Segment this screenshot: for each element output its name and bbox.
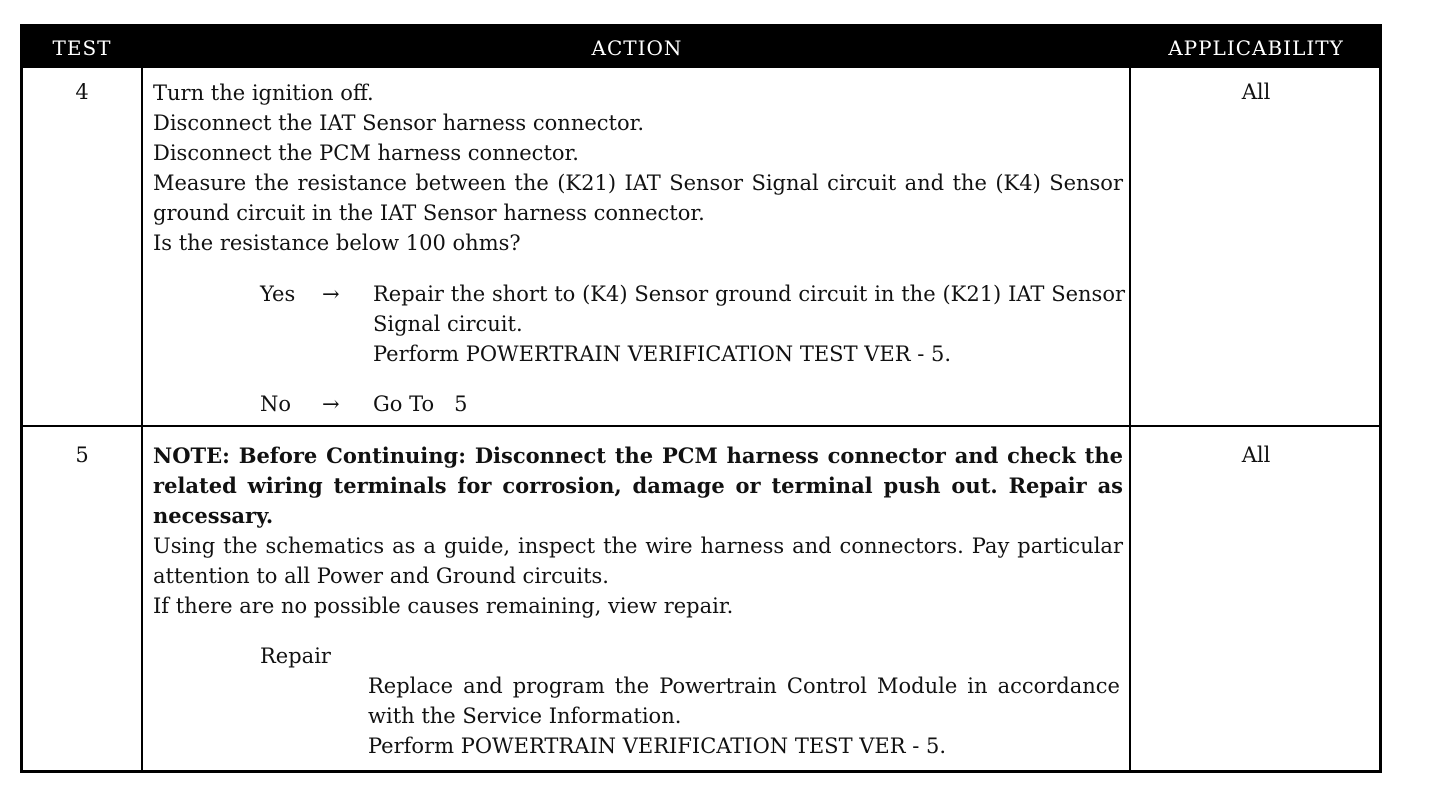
action-line: Is the resistance below 100 ohms? bbox=[153, 231, 521, 255]
yes-label: Yes bbox=[260, 282, 296, 306]
row-divider bbox=[23, 425, 1379, 427]
no-label: No bbox=[260, 392, 292, 416]
action-line: Turn the ignition off. bbox=[153, 81, 374, 105]
repair-text-line: Perform POWERTRAIN VERIFICATION TEST VER - 5. bbox=[368, 734, 947, 758]
action-line: If there are no possible causes remaining, view repair. bbox=[153, 594, 734, 618]
repair-text-line: Replace and program the Powertrain Control Module in accordance with the Service Information. bbox=[368, 674, 1120, 728]
repair-text bbox=[368, 671, 1120, 761]
header-test: TEST bbox=[52, 36, 112, 60]
yes-text-line: Repair the short to (K4) Sensor ground circuit in the (K21) IAT Sensor Signal circuit. bbox=[373, 282, 1125, 336]
yes-text-line: Perform POWERTRAIN VERIFICATION TEST VER - 5. bbox=[373, 342, 952, 366]
header-action: ACTION bbox=[591, 36, 683, 60]
column-divider bbox=[141, 68, 143, 770]
arrow-right-icon: → bbox=[322, 282, 340, 306]
action-line: Using the schematics as a guide, inspect the wire harness and connectors. Pay particular attention to all Power and Ground circuits. bbox=[153, 534, 1123, 588]
no-text: Go To 5 bbox=[373, 392, 468, 416]
note-text: NOTE: Before Continuing: Disconnect the PCM harness connector and check the related wiring terminals for corrosion, damage or terminal push out. Repair as necessary. bbox=[153, 443, 1123, 528]
repair-label: Repair bbox=[260, 644, 331, 668]
test-number-4: 4 bbox=[75, 80, 89, 104]
yes-response bbox=[260, 279, 1130, 369]
action-text-4 bbox=[153, 78, 1123, 258]
arrow-right-icon: → bbox=[322, 392, 340, 416]
column-divider bbox=[1129, 68, 1131, 770]
action-line: Disconnect the IAT Sensor harness connector. bbox=[153, 111, 645, 135]
yes-text bbox=[373, 279, 1125, 369]
no-response bbox=[260, 389, 1130, 419]
test-number-5: 5 bbox=[75, 443, 89, 467]
action-line: Disconnect the PCM harness connector. bbox=[153, 141, 579, 165]
applicability-5: All bbox=[1241, 443, 1271, 467]
applicability-4: All bbox=[1241, 80, 1271, 104]
action-line: Measure the resistance between the (K21) IAT Sensor Signal circuit and the (K4) Sensor ground circuit in the IAT Sensor harness connector. bbox=[153, 171, 1123, 225]
diagnostic-table bbox=[20, 24, 1382, 773]
header-applicability: APPLICABILITY bbox=[1168, 36, 1344, 60]
action-text-5 bbox=[153, 441, 1123, 621]
table-header bbox=[23, 27, 1379, 68]
